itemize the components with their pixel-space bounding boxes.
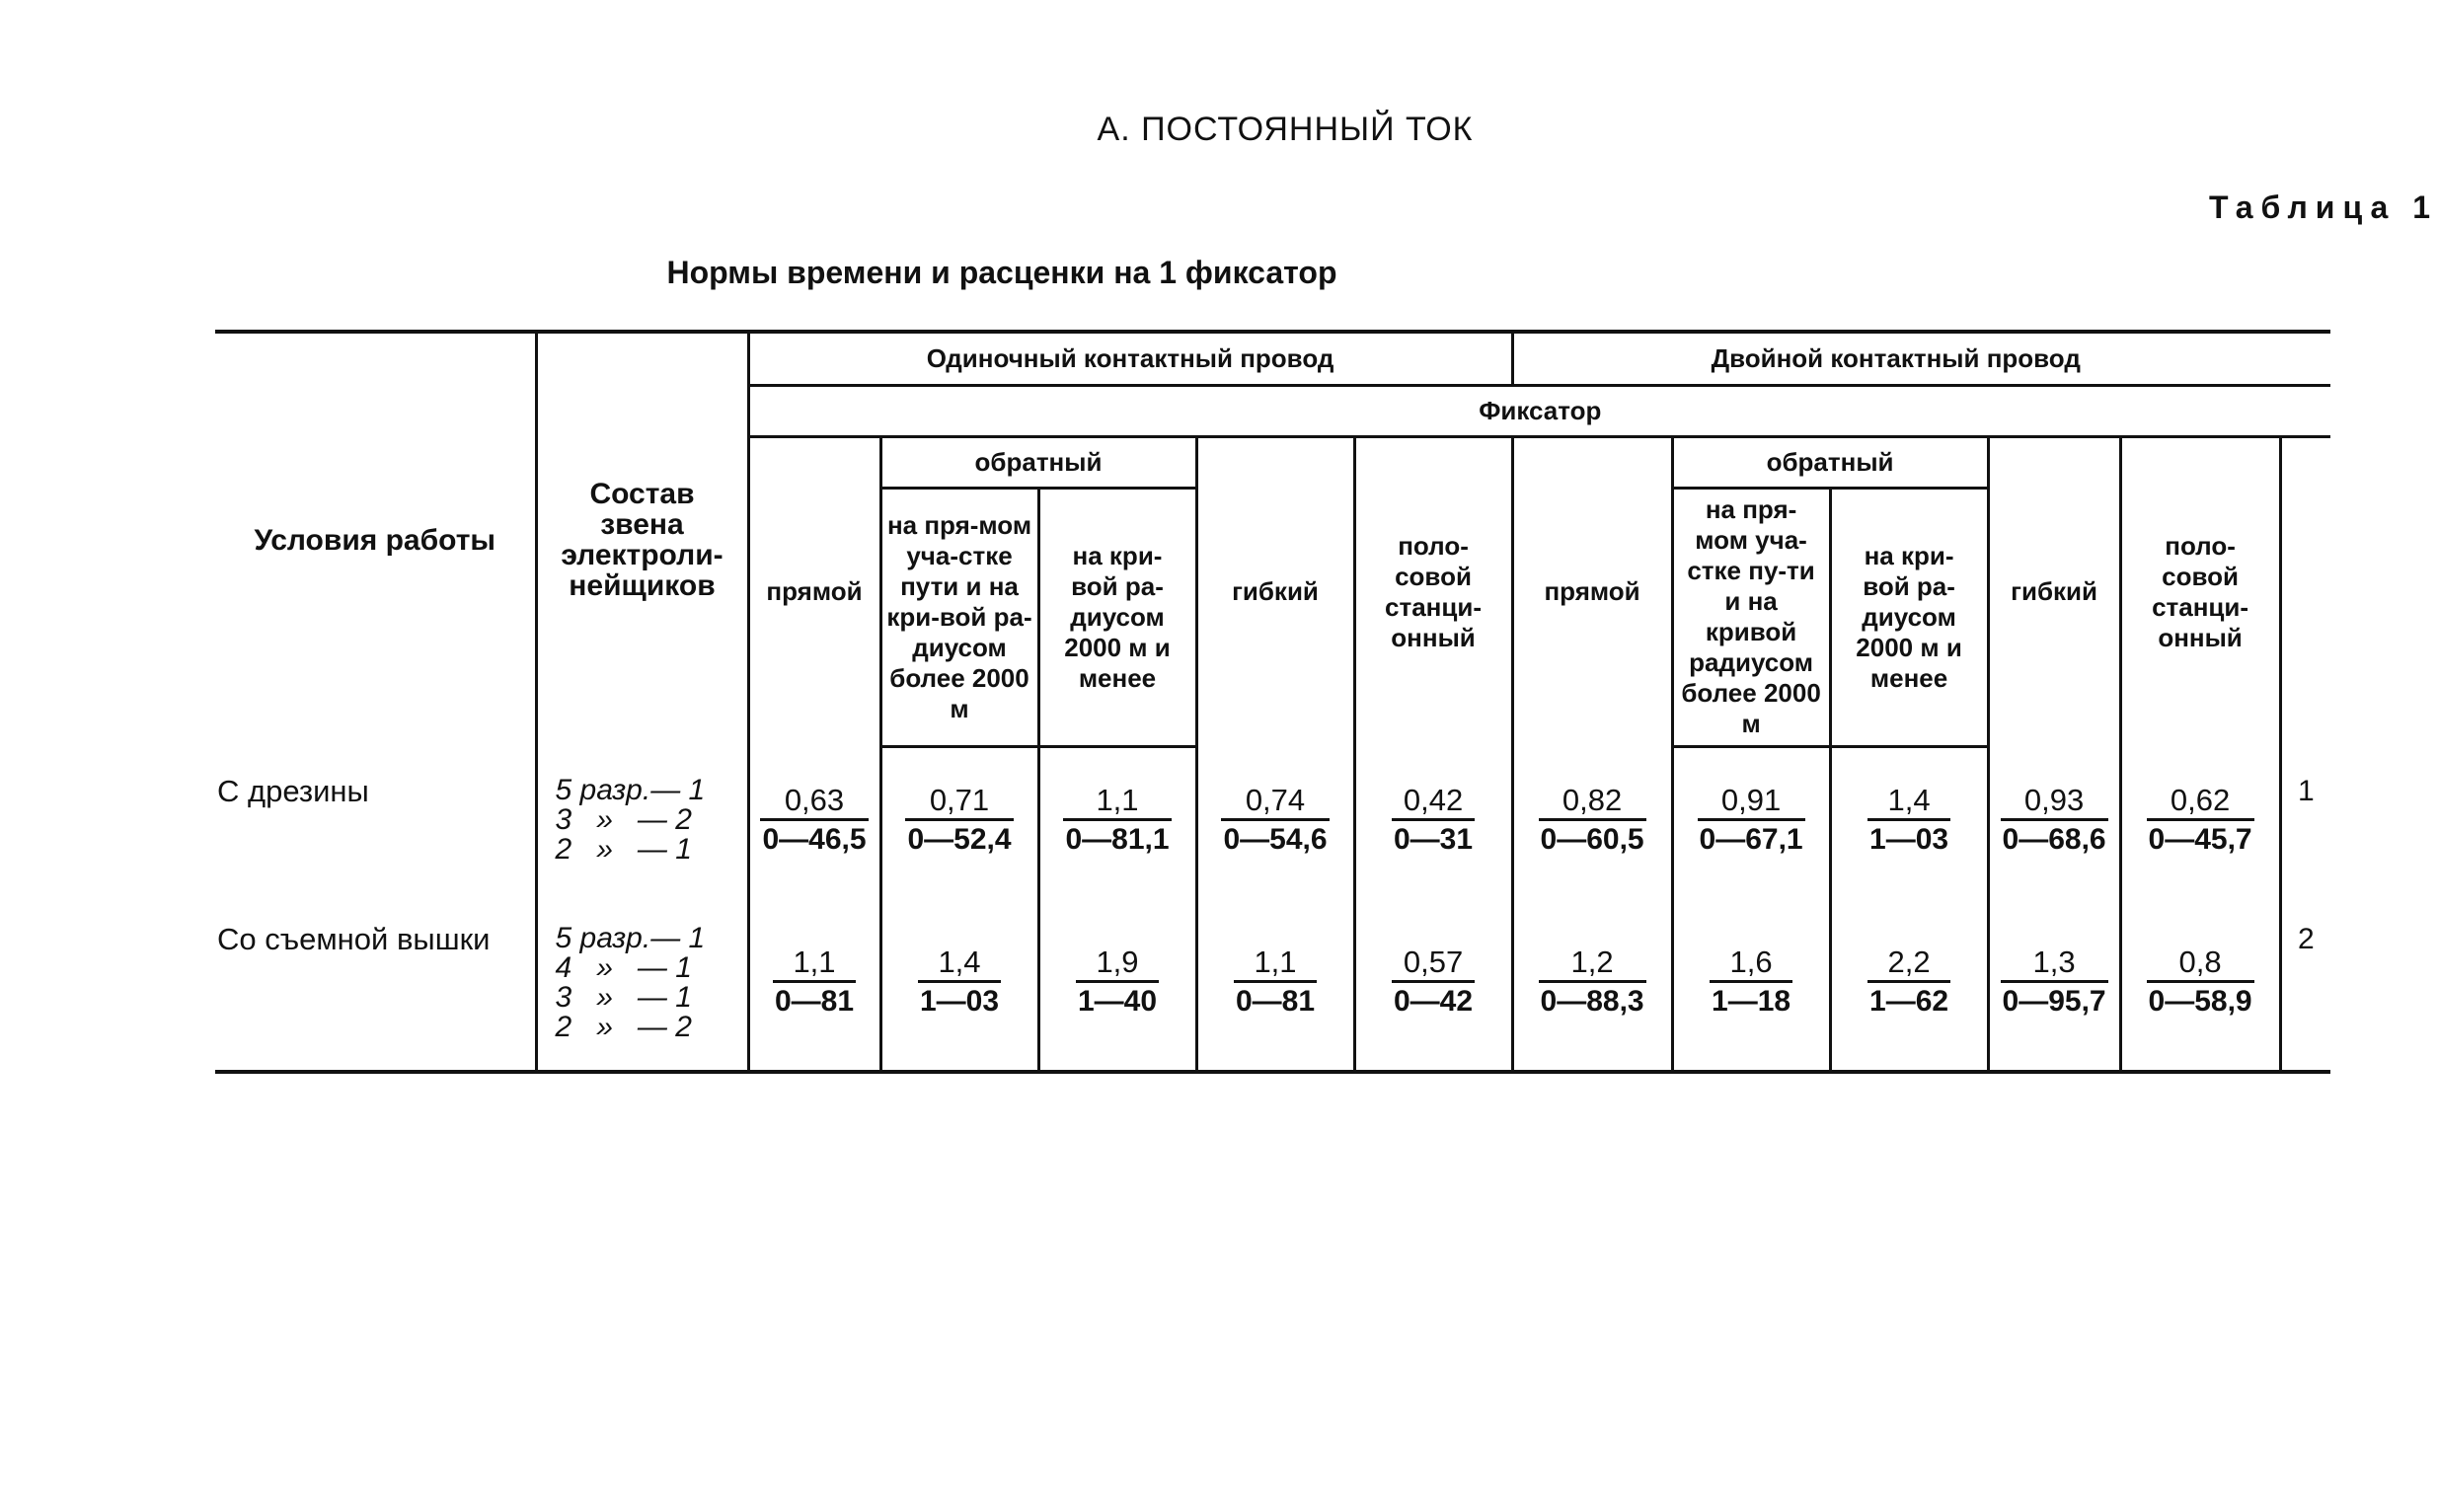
rate-value: 0—60,5	[1540, 822, 1644, 856]
document-title: А. ПОСТОЯННЫЙ ТОК	[1097, 111, 1474, 148]
value-cell	[1830, 746, 1988, 894]
value-cell	[880, 746, 1038, 894]
crew-line: 3 » — 2	[555, 803, 692, 836]
norm-value: 1,6	[1729, 944, 1773, 979]
rate-value: 0—54,6	[1223, 822, 1328, 856]
crew-line: 2 » — 2	[555, 1011, 692, 1043]
condition-cell: Со съемной вышки	[215, 894, 536, 1072]
header-double-reverse-curve: на кри-вой ра-диусом 2000 м и менее	[1830, 488, 1988, 746]
norm-value: 1,1	[793, 944, 836, 979]
header-double-direct: прямой	[1512, 436, 1672, 746]
row-number: 2	[2280, 894, 2330, 1072]
norm-value: 0,62	[2170, 782, 2231, 817]
crew-line: 3 » — 1	[555, 981, 692, 1014]
crew-line: 4 » — 1	[555, 951, 692, 984]
rate-value: 0—45,7	[2148, 822, 2252, 856]
header-row-number	[2280, 436, 2330, 746]
value-cell	[1038, 894, 1196, 1072]
rate-value: 0—31	[1394, 822, 1474, 856]
norm-value: 1,1	[1254, 944, 1297, 979]
crew-line: 2 » — 1	[555, 833, 692, 866]
value-cell	[1354, 746, 1512, 894]
norm-value: 0,8	[2178, 944, 2222, 979]
rate-value: 0—58,9	[2148, 984, 2252, 1018]
value-cell	[880, 894, 1038, 1072]
value-cell	[1512, 746, 1672, 894]
crew-line: 5 разр.— 1	[555, 774, 706, 806]
header-double-flexible: гибкий	[1988, 436, 2120, 746]
value-cell	[1512, 894, 1672, 1072]
rate-value: 0—88,3	[1540, 984, 1644, 1018]
row-number: 1	[2280, 746, 2330, 894]
norm-value: 1,4	[1887, 783, 1931, 818]
norm-value: 0,93	[2023, 782, 2085, 817]
value-cell	[1354, 894, 1512, 1072]
crew-line: 5 разр.— 1	[555, 922, 706, 954]
rate-value: 1—40	[1077, 984, 1158, 1018]
header-conditions: Условия работы	[215, 332, 536, 746]
table-row	[215, 746, 2330, 894]
rate-value: 0—81,1	[1065, 823, 1170, 857]
rate-value: 0—68,6	[2002, 822, 2106, 856]
header-single-strip: поло-совой станци-онный	[1354, 436, 1512, 746]
header-crew: Состав звена электроли-нейщиков	[536, 332, 748, 746]
rate-value: 0—42	[1394, 984, 1474, 1018]
header-single-reverse-curve: на кри-вой ра-диусом 2000 м и менее	[1038, 488, 1196, 746]
crew-cell	[536, 894, 748, 1072]
value-cell	[1830, 894, 1988, 1072]
header-single-wire: Одиночный контактный провод	[748, 332, 1512, 385]
value-cell	[1672, 894, 1830, 1072]
norm-value: 0,42	[1403, 782, 1464, 817]
rate-value: 1—62	[1869, 984, 1949, 1018]
rate-value: 0—81	[1235, 984, 1316, 1018]
value-cell	[1988, 746, 2120, 894]
norm-value: 1,4	[938, 944, 981, 979]
rate-value: 1—03	[1869, 823, 1949, 857]
header-single-reverse: обратный	[880, 436, 1196, 488]
norm-value: 1,3	[2032, 944, 2076, 979]
value-cell	[748, 894, 880, 1072]
norm-value: 0,74	[1245, 782, 1306, 817]
rate-value: 0—81	[774, 984, 855, 1018]
value-cell	[748, 746, 880, 894]
header-double-reverse-straight: на пря-мом уча-стке пу-ти и на кривой радиусом более 2000 м	[1672, 488, 1830, 746]
value-cell	[1988, 894, 2120, 1072]
table-caption: Нормы времени и расценки на 1 фиксатор	[666, 255, 1337, 290]
norm-value: 1,1	[1096, 783, 1139, 818]
norm-value: 1,2	[1570, 944, 1614, 979]
rate-value: 0—67,1	[1699, 823, 1803, 857]
rate-value: 1—18	[1712, 984, 1791, 1018]
norm-value: 0,71	[929, 783, 990, 818]
header-single-reverse-straight: на пря-мом уча-стке пути и на кри-вой ра-диусом более 2000 м	[880, 488, 1038, 746]
value-cell	[1038, 746, 1196, 894]
header-double-strip: поло-совой станци-онный	[2120, 436, 2280, 746]
condition-cell: С дрезины	[217, 774, 369, 808]
value-cell	[2120, 746, 2280, 894]
rate-value: 0—95,7	[2002, 984, 2106, 1018]
header-double-reverse: обратный	[1672, 436, 1988, 488]
value-cell	[2120, 894, 2280, 1072]
norms-table	[215, 330, 2330, 1074]
norm-value: 1,9	[1096, 944, 1139, 979]
rate-value: 0—52,4	[907, 823, 1012, 857]
norm-value: 0,91	[1720, 783, 1782, 818]
header-clamp: Фиксатор	[748, 385, 2330, 436]
norm-value: 0,57	[1403, 944, 1464, 979]
header-double-wire: Двойной контактный провод	[1512, 332, 2330, 385]
header-single-direct: прямой	[748, 436, 880, 746]
rate-value: 0—46,5	[762, 822, 867, 856]
header-single-flexible: гибкий	[1196, 436, 1354, 746]
value-cell	[1672, 746, 1830, 894]
table-number-label: Таблица 1	[2208, 189, 2438, 225]
norm-value: 2,2	[1887, 944, 1931, 979]
norm-value: 0,63	[784, 782, 845, 817]
table-row	[215, 894, 2330, 1072]
rate-value: 1—03	[919, 984, 1000, 1018]
norm-value: 0,82	[1562, 782, 1623, 817]
value-cell	[1196, 894, 1354, 1072]
value-cell	[1196, 746, 1354, 894]
crew-cell	[536, 746, 748, 894]
